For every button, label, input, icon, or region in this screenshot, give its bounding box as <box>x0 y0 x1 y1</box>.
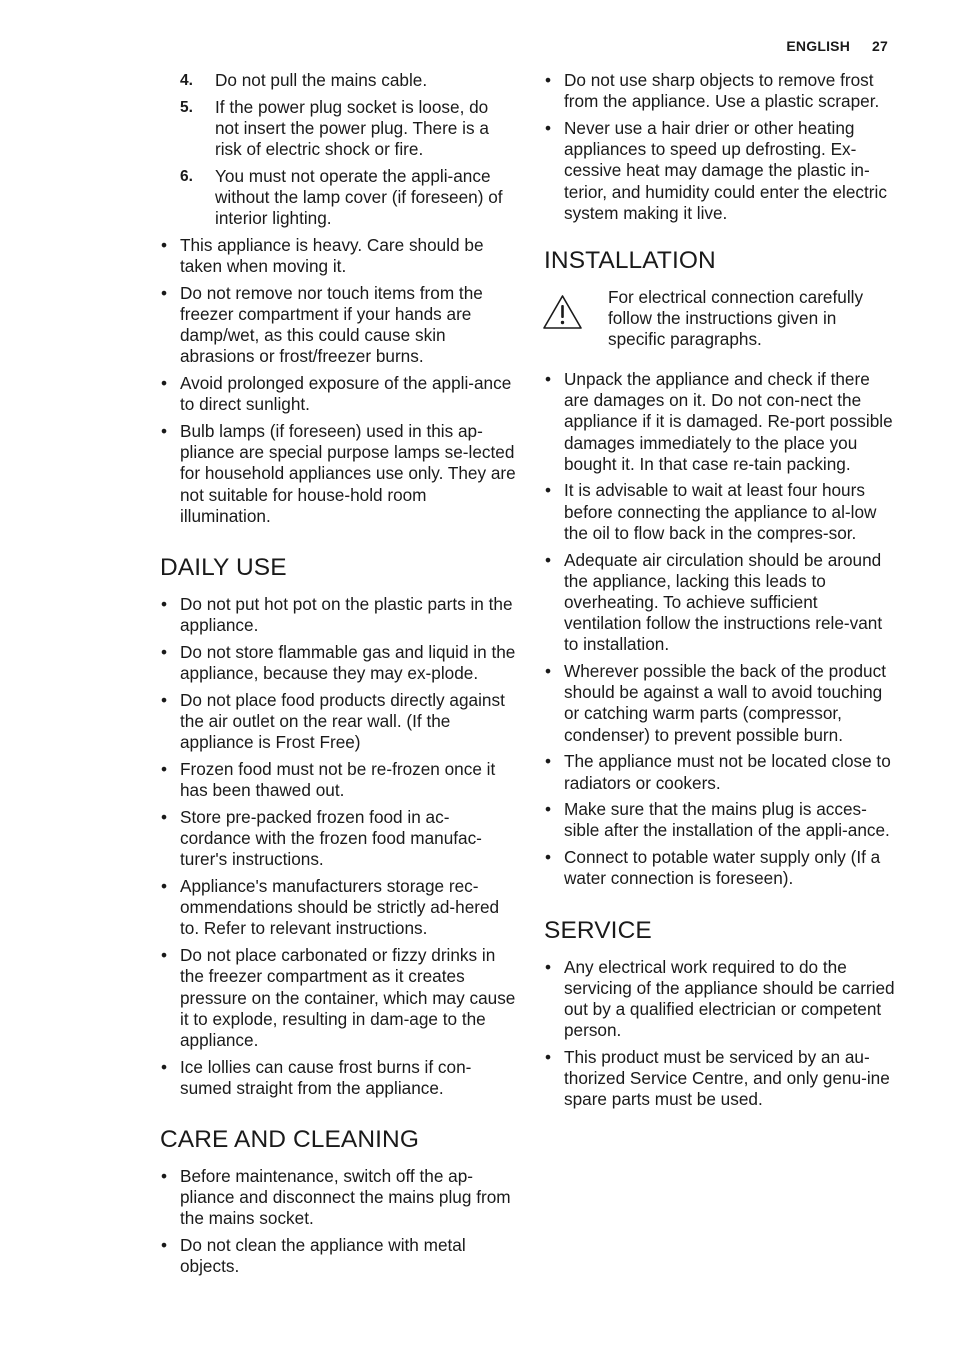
left-column <box>161 70 516 1283</box>
bullet-icon: • <box>161 1056 168 1077</box>
right-column <box>545 70 897 1116</box>
list-item <box>161 642 516 684</box>
list-item <box>545 751 897 793</box>
installation-list <box>545 369 897 890</box>
item-text: Store pre-packed frozen food in ac-cordance with the frozen food manufac-turer's instructions. <box>180 806 482 870</box>
list-item <box>161 1166 516 1230</box>
warning-note <box>545 287 897 351</box>
item-text: Do not place carbonated or fizzy drinks in the freezer compartment as it creates pressure on the container, which may cause it to explode, resulting in dam-age to the appliance. <box>180 945 516 1050</box>
bullet-icon: • <box>545 661 552 682</box>
list-item <box>161 690 516 754</box>
list-item <box>545 70 897 112</box>
item-text: Do not place food products directly against the air outlet on the rear wall. (If the appliance is Frost Free) <box>180 689 505 753</box>
bullet-icon: • <box>545 368 552 389</box>
bullet-icon: • <box>545 117 552 138</box>
item-text: Do not store flammable gas and liquid in the appliance, because they may ex-plode. <box>180 641 516 684</box>
item-number: 6. <box>180 167 193 185</box>
item-text: If the power plug socket is loose, do not insert the power plug. There is a risk of electric shock or fire. <box>215 96 489 160</box>
bullet-icon: • <box>161 234 168 255</box>
item-text: Adequate air circulation should be around the appliance, lacking this leads to overheating. To achieve sufficient ventilation follow the instructions rele-vant to installation. <box>564 549 883 655</box>
list-item <box>545 847 897 889</box>
bullet-icon: • <box>545 70 552 90</box>
bullet-icon: • <box>161 945 168 966</box>
item-text: Do not put hot pot on the plastic parts in the appliance. <box>180 594 513 636</box>
list-item <box>545 550 897 656</box>
page-number: 27 <box>872 38 888 54</box>
list-item <box>545 369 897 475</box>
item-text: Ice lollies can cause frost burns if con-sumed straight from the appliance. <box>180 1056 472 1098</box>
bullet-icon: • <box>161 876 168 896</box>
item-text: Appliance's manufacturers storage rec-ommendations should be strictly ad-hered to. Refer to relevant instructions. <box>180 876 500 939</box>
item-text: Do not remove nor touch items from the freezer compartment if your hands are damp/wet, as this could cause skin abrasions or frost/freezer burns. <box>180 282 483 367</box>
bullet-icon: • <box>161 594 168 615</box>
numbered-list <box>161 70 516 229</box>
numbered-item <box>161 166 516 230</box>
list-item <box>161 807 516 871</box>
item-text: This product must be serviced by an au-thorized Service Centre, and only genu-ine spare parts must be used. <box>564 1046 890 1110</box>
list-item <box>161 1057 516 1099</box>
list-item <box>545 118 897 224</box>
item-text: The appliance must not be located close to radiators or cookers. <box>564 751 891 793</box>
service-heading: SERVICE <box>544 916 652 944</box>
item-text: Avoid prolonged exposure of the appli-ance to direct sunlight. <box>180 373 512 415</box>
defrost-list <box>545 70 897 224</box>
bullet-icon: • <box>161 1235 168 1256</box>
item-text: This appliance is heavy. Care should be taken when moving it. <box>180 234 484 277</box>
daily-use-heading: DAILY USE <box>160 554 287 582</box>
list-item <box>161 235 516 277</box>
bullet-icon: • <box>161 1166 168 1187</box>
list-item <box>161 945 516 1051</box>
bullet-icon: • <box>161 689 168 710</box>
care-and-cleaning-heading: CARE AND CLEANING <box>160 1126 420 1154</box>
bullet-icon: • <box>161 373 168 394</box>
list-item <box>545 957 897 1042</box>
item-text: Unpack the appliance and check if there are damages on it. Do not con-nect the appliance if it is damaged. Re-port possible damages immediately to the place you bought it. In that case re-tain packing. <box>564 368 893 474</box>
item-text: Do not clean the appliance with metal objects. <box>180 1235 466 1277</box>
bullet-icon: • <box>545 847 552 868</box>
item-text: Do not use sharp objects to remove frost from the appliance. Use a plastic scraper. <box>564 70 880 112</box>
list-item <box>161 759 516 801</box>
bullet-icon: • <box>161 282 168 303</box>
item-text: Connect to potable water supply only (If a water connection is foreseen). <box>564 847 881 889</box>
warning-triangle-icon <box>542 294 583 330</box>
item-text: You must not operate the appli-ance without the lamp cover (if foreseen) of interior lighting. <box>215 165 503 229</box>
item-text: Make sure that the mains plug is acces-sible after the installation of the appli-ance. <box>564 799 890 841</box>
bullet-icon: • <box>161 641 168 662</box>
item-text: Frozen food must not be re-frozen once it has been thawed out. <box>180 758 496 801</box>
list-item <box>161 283 516 368</box>
item-text: Any electrical work required to do the servicing of the appliance should be carried out by a qualified electrician or competent person. <box>564 956 895 1041</box>
list-item <box>545 799 897 841</box>
bullet-icon: • <box>161 806 168 827</box>
list-item <box>545 661 897 746</box>
care-and-cleaning-list <box>161 1166 516 1278</box>
item-text: Bulb lamps (if foreseen) used in this ap-pliance are special purpose lamps se-lected for household appliances use only. They are not suitable for house-hold room illumination. <box>180 421 516 526</box>
item-text: It is advisable to wait at least four hours before connecting the appliance to al-low the oil to flow back in the compres-sor. <box>564 480 877 543</box>
daily-use-list <box>161 594 516 1099</box>
list-item <box>161 594 516 636</box>
general-safety-list <box>161 235 516 527</box>
service-list <box>545 957 897 1111</box>
bullet-icon: • <box>545 799 552 820</box>
numbered-item <box>161 70 516 91</box>
item-text: Wherever possible the back of the product should be against a wall to avoid touching or catching warm parts (compressor, condenser) to prevent possible burn. <box>564 661 886 745</box>
bullet-icon: • <box>161 421 168 442</box>
warning-text: For electrical connection carefully follow the instructions given in specific paragraphs. <box>608 286 864 350</box>
list-item <box>161 421 516 527</box>
item-number: 4. <box>180 72 193 89</box>
installation-heading: INSTALLATION <box>544 246 716 274</box>
list-item <box>161 1235 516 1277</box>
list-item <box>545 1047 897 1111</box>
bullet-icon: • <box>161 758 168 779</box>
list-item <box>161 876 516 940</box>
item-text: Do not pull the mains cable. <box>215 70 428 90</box>
page-header <box>786 38 888 54</box>
item-number: 5. <box>180 98 193 116</box>
bullet-icon: • <box>545 480 552 501</box>
language-label: ENGLISH <box>786 38 851 54</box>
item-text: Never use a hair drier or other heating appliances to speed up defrosting. Ex-cessive heat may damage the plastic in-terior, and humidity could enter the electric system making it live. <box>564 117 887 223</box>
list-item <box>545 480 897 544</box>
item-text: Before maintenance, switch off the ap-pliance and disconnect the mains plug from the mains socket. <box>180 1166 511 1229</box>
bullet-icon: • <box>545 751 552 772</box>
list-item <box>161 373 516 415</box>
bullet-icon: • <box>545 956 552 977</box>
bullet-icon: • <box>545 549 552 570</box>
bullet-icon: • <box>545 1046 552 1067</box>
numbered-item <box>161 97 516 161</box>
